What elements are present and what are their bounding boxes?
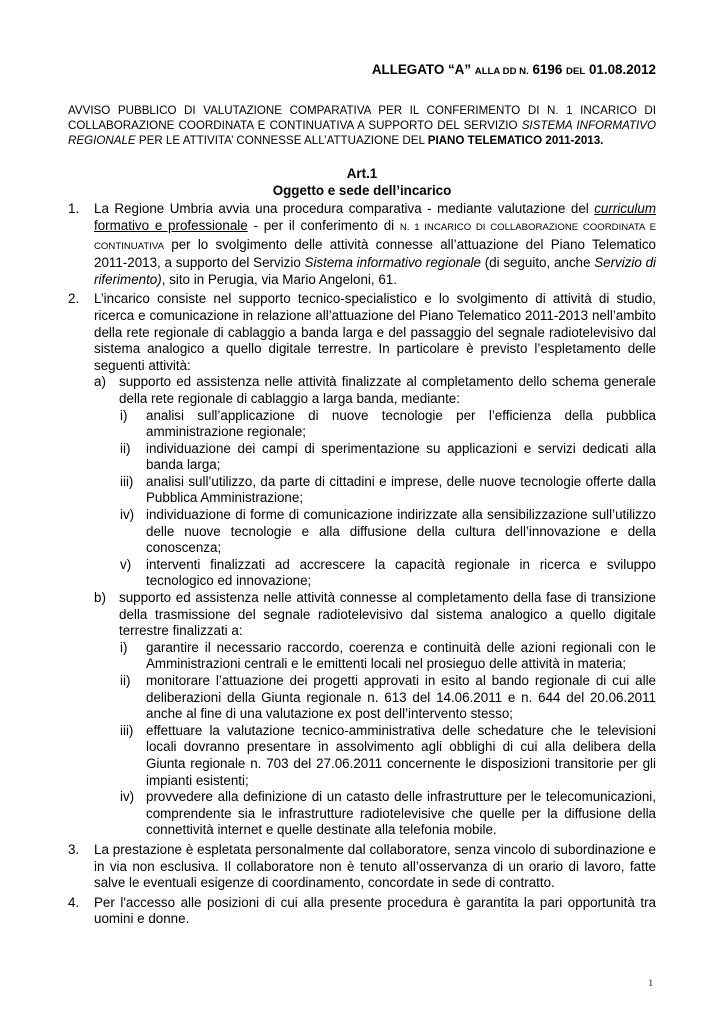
sub-sub-item <box>68 789 656 839</box>
sub-sub-text: monitorare l’attuazione dei progetti approvati in esito al bando regionale di cui alle deliberazioni della Giunta regionale n. 613 del 14.06.2011 e n. 644 del 20.06.2011 anche al fine di una valutazione ex post dell’intervento stesso; <box>146 673 656 722</box>
article-items <box>68 201 656 928</box>
item-number: 2. <box>68 291 80 307</box>
item-text: La Regione Umbria avvia una procedura comparativa - mediante valutazione del <box>94 201 595 217</box>
notice-title <box>68 103 656 149</box>
sub-sub-label: ii) <box>120 673 131 689</box>
sub-item-label: b) <box>94 590 106 606</box>
service-alias: Servizio di riferimento) <box>94 255 656 287</box>
curriculum-term: curriculum <box>594 201 656 217</box>
sub-sub-label: i) <box>120 407 128 423</box>
sub-sub-text: interventi finalizzati ad accrescere la capacità regionale in ricerca e sviluppo tecnologico ed innovazione; <box>146 556 656 589</box>
sub-sub-item <box>68 673 656 723</box>
sub-sub-text: effettuare la valutazione tecnico-amministrativa delle schedature che le televisioni locali dovranno presentare in assolvimento agli obblighi di cui alla delibera della Giunta regionale n. 703 del 27.06.2011 concernente le disposizioni transitorie per gli impianti esistenti; <box>146 722 656 788</box>
item-text: La prestazione è espletata personalmente dal collaboratore, senza vincolo di subordinazione e in via non esclusiva. Il collaboratore non è tenuto all’osservanza di un orario di lavoro, fatte salve le eventuali esigenze di coordinamento, concordate in sede di contratto. <box>94 841 656 891</box>
sub-sub-label: iv) <box>120 507 135 523</box>
sub-sub-item <box>68 441 656 474</box>
list-item <box>68 201 656 288</box>
annex-date-label: DEL <box>566 66 586 77</box>
annex-dd-label: ALLA DD N. <box>474 66 529 77</box>
list-item <box>68 895 656 928</box>
item-text: - per il conferimento di <box>247 217 400 233</box>
sub-sub-text: garantire il necessario raccordo, coerenza e continuità delle azioni regionali con le Amministrazioni centrali e le emittenti locali nel prosieguo delle attività in materia; <box>146 639 656 672</box>
sub-sub-item <box>68 723 656 789</box>
annex-date: 01.08.2012 <box>588 62 656 77</box>
annex-dd-number: 6196 <box>532 62 563 77</box>
sub-sub-item <box>68 474 656 507</box>
contract-type: N. 1 INCARICO DI COLLABORAZIONE COORDINATA E CONTINUATIVA <box>94 221 656 252</box>
item-number: 4. <box>68 894 80 910</box>
list-item <box>68 291 656 839</box>
notice-plan-name: PIANO TELEMATICO 2011-2013. <box>427 134 604 147</box>
list-item <box>68 842 656 892</box>
notice-text-2: PER LE ATTIVITA’ CONNESSE ALL’ATTUAZIONE DEL <box>135 134 428 147</box>
annex-header <box>68 62 656 81</box>
notice-text-1: AVVISO PUBBLICO DI VALUTAZIONE COMPARATIVA PER IL CONFERIMENTO DI N. 1 INCARICO DI COLLABORAZIONE COORDINATA E CONTINUATIVA A SUPPORTO DEL SERVIZIO <box>68 103 656 132</box>
item-text: L’incarico consiste nel supporto tecnico-specialistico e lo svolgimento di attività di studio, ricerca e comunicazione in relazione all’attuazione del Piano Telematico 2011-2013 nell’ambito della rete regionale di cablaggio a banda larga e del passaggio del segnale radiotelevisivo dal sistema analogico a quello digitale terrestre. In particolare è previsto l’espletamento delle seguenti attività: <box>94 291 656 373</box>
sub-item-text: supporto ed assistenza nelle attività connesse al completamento della fase di transizione della trasmissione del segnale radiotelevisivo dal sistema analogico a quello digitale terrestre finalizzati a: <box>119 590 656 639</box>
sub-item-text: supporto ed assistenza nelle attività finalizzate al completamento dello schema generale della rete regionale di cablaggio a larga banda, mediante: <box>119 374 656 406</box>
sub-sub-label: iii) <box>120 473 134 489</box>
sub-sub-text: analisi sull’utilizzo, da parte di cittadini e imprese, delle nuove tecnologie offerte dalla Pubblica Amministrazione; <box>146 473 656 506</box>
annex-label: ALLEGATO “A” <box>371 62 472 77</box>
sub-sub-item <box>68 640 656 673</box>
sub-sub-label: iii) <box>120 722 134 738</box>
sub-item-a <box>68 374 656 407</box>
notice-service-name: SISTEMA INFORMATIVO REGIONALE <box>68 118 657 147</box>
sub-sub-text: analisi sull’applicazione di nuove tecnologie per l’efficienza della pubblica amministrazione regionale; <box>146 407 656 440</box>
article-number: Art.1 <box>346 166 378 182</box>
sub-sub-item <box>68 557 656 590</box>
sub-sub-text: provvedere alla definizione di un catasto delle infrastrutture per le telecomunicazioni, comprendente sia le infrastrutture radiotelevisive che quelle per la diffusione della connettività internet e quelle destinate alla telefonia mobile. <box>146 789 656 838</box>
item-number: 3. <box>68 841 80 857</box>
service-name: Sistema informativo regionale <box>304 255 481 271</box>
item-text: Per l'accesso alle posizioni di cui alla presente procedura è garantita la pari opportunità tra uomini e donne. <box>94 894 656 927</box>
document-page <box>68 62 656 931</box>
sub-sub-item <box>68 408 656 441</box>
sub-sub-item <box>68 507 656 557</box>
item-text: (di seguito, anche <box>480 255 595 271</box>
curriculum-type: formativo e professionale <box>94 217 248 233</box>
sub-sub-label: i) <box>120 639 128 655</box>
sub-item-b <box>68 590 656 640</box>
sub-sub-label: v) <box>120 556 132 572</box>
article-title: Oggetto e sede dell’incarico <box>272 182 452 198</box>
item-number: 1. <box>68 201 80 217</box>
sub-sub-label: iv) <box>120 789 135 805</box>
item-text: , sito in Perugia, via Mario Angeloni, 61. <box>161 271 397 287</box>
sub-sub-text: individuazione dei campi di sperimentazione su applicazioni e servizi dedicati alla banda larga; <box>146 440 656 473</box>
item-text: per lo svolgimento delle attività connesse all’attuazione del Piano Telematico 2011-2013, a supporto del Servizio <box>94 236 656 271</box>
sub-sub-text: individuazione di forme di comunicazione indirizzate alla sensibilizzazione sull’utilizzo delle nuove tecnologie e alla diffusione della cultura dell’innovazione e della conoscenza; <box>146 507 656 556</box>
sub-sub-label: ii) <box>120 440 131 456</box>
sub-item-label: a) <box>94 374 106 390</box>
page-number: 1 <box>648 978 653 988</box>
